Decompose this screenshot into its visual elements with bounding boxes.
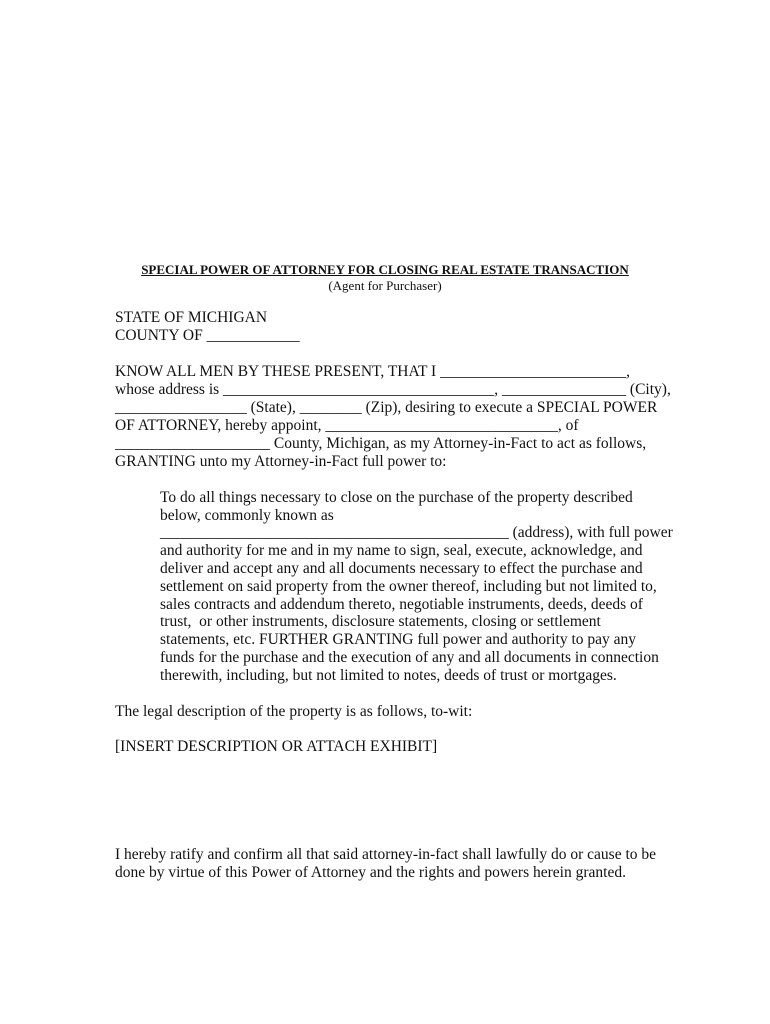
ratify-line: I hereby ratify and confirm all that said attorney-in-fact shall lawfully do or cause to be [115, 846, 657, 863]
grant-line: sales contracts and addendum thereto, negotiable instruments, deeds, deeds of [160, 596, 643, 613]
intro-line: whose address is ___________________________________, ________________ (City), [115, 381, 671, 398]
intro-line: KNOW ALL MEN BY THESE PRESENT, THAT I ________________________, [115, 363, 630, 380]
insert-description-placeholder: [INSERT DESCRIPTION OR ATTACH EXHIBIT] [115, 738, 438, 755]
grant-line: therewith, including, but not limited to notes, deeds of trust or mortgages. [160, 667, 617, 684]
intro-line: OF ATTORNEY, hereby appoint, ______________________________, of [115, 417, 579, 434]
county-line: COUNTY OF ____________ [115, 327, 300, 344]
ratify-line: done by virtue of this Power of Attorney and the rights and powers herein granted. [115, 864, 626, 881]
intro-line: GRANTING unto my Attorney-in-Fact full power to: [115, 453, 447, 470]
grant-line: trust, or other instruments, disclosure statements, closing or settlement [160, 613, 601, 630]
title-block [0, 262, 770, 294]
document-subtitle: (Agent for Purchaser) [328, 278, 442, 293]
grant-line: statements, etc. FURTHER GRANTING full power and authority to pay any [160, 631, 637, 648]
legal-description-line: The legal description of the property is as follows, to-wit: [115, 703, 473, 720]
grant-line: and authority for me and in my name to sign, seal, execute, acknowledge, and [160, 542, 643, 559]
grant-line: settlement on said property from the owner thereof, including but not limited to, [160, 578, 657, 595]
grant-line: _____________________________________________ (address), with full power [160, 524, 673, 541]
document-title: SPECIAL POWER OF ATTORNEY FOR CLOSING REAL ESTATE TRANSACTION [141, 262, 629, 277]
grant-line: deliver and accept any and all documents necessary to effect the purchase and [160, 560, 643, 577]
intro-line: _________________ (State), ________ (Zip), desiring to execute a SPECIAL POWER [115, 399, 658, 416]
grant-line: To do all things necessary to close on the purchase of the property described [160, 489, 633, 506]
state-line: STATE OF MICHIGAN [115, 309, 268, 326]
intro-line: ____________________ County, Michigan, as my Attorney-in-Fact to act as follows, [115, 435, 647, 452]
grant-line: below, commonly known as [160, 507, 334, 524]
grant-line: funds for the purchase and the execution of any and all documents in connection [160, 649, 659, 666]
